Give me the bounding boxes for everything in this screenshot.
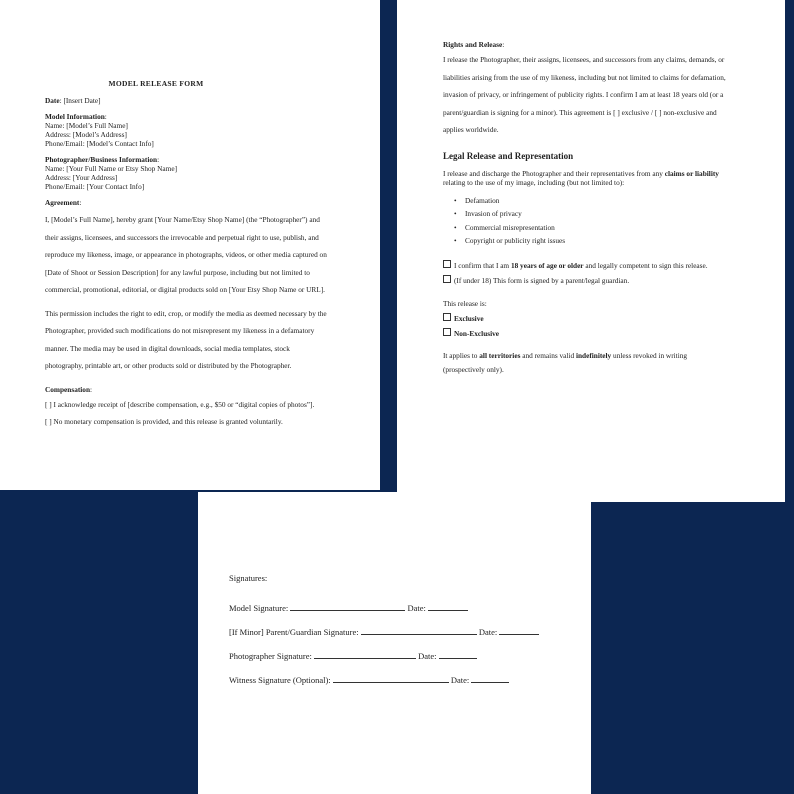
- model-signature-row[interactable]: [229, 602, 569, 614]
- age-confirm-bold: 18 years of age or older: [510, 260, 584, 270]
- checkbox-icon[interactable]: [443, 275, 451, 283]
- photographer-heading: Photographer/Business Information: [45, 155, 158, 164]
- age-confirm-text: I confirm that I am: [454, 260, 511, 270]
- permission-line: Photographer, provided such modifications do not misrepresent my likeness in a defamatory: [45, 326, 315, 335]
- territory-text-2: and remains valid: [520, 350, 576, 360]
- agreement-line: their assigns, licensees, and successors the irrevocable and perpetual right to use, publish, and: [45, 232, 319, 242]
- agreement-line: [Date of Shoot or Session Description] for any lawful purpose, including but not limited to: [45, 267, 310, 277]
- rights-line: invasion of privacy, or infringement of publicity rights. I confirm I am at least 18 years old (or a: [443, 90, 724, 99]
- witness-signature-row[interactable]: [229, 674, 569, 686]
- legal-intro-bold: claims or liability: [664, 168, 719, 178]
- model-address: Address: [Model’s Address]: [45, 130, 127, 139]
- list-item: • Commercial misrepresentation: [465, 221, 743, 235]
- territory-line-2: (prospectively only).: [443, 364, 504, 374]
- territory-text: It applies to: [443, 350, 480, 360]
- guardian-signature-label: [If Minor] Parent/Guardian Signature:: [229, 627, 361, 637]
- checkbox-icon[interactable]: [443, 313, 451, 321]
- exclusive-label: Exclusive: [454, 313, 484, 323]
- date-label: Date:: [448, 675, 472, 685]
- compensation-option: [ ] No monetary compensation is provided, and this release is granted voluntarily.: [45, 417, 283, 426]
- date-value: : [Insert Date]: [59, 96, 101, 105]
- rights-line: parent/guardian is signing for a minor). This agreement is [ ] exclusive / [ ] non-exclusive and: [443, 107, 717, 117]
- rights-line: liabilities arising from the use of my likeness, including but not limited to claims for defamation,: [443, 72, 726, 82]
- rights-line: applies worldwide.: [443, 125, 499, 134]
- age-confirm-checkbox-row[interactable]: [443, 258, 743, 273]
- agreement-line: commercial, promotional, editorial, or digital products sold on [Your Etsy Shop Name or URL].: [45, 285, 325, 294]
- checkbox-icon[interactable]: [443, 328, 451, 336]
- guardian-date-line[interactable]: [499, 627, 539, 635]
- legal-intro-text: I release and discharge the Photographer and their representatives from any: [443, 168, 665, 178]
- photographer-info-block: Photographer/Business Information: Name: [Your Full Name or Etsy Shop Name] Address: [Your Address] Phone/Email: [Your Contact Info]: [45, 155, 337, 191]
- legal-intro-line-2: relating to the use of my image, including (but not limited to):: [443, 178, 625, 187]
- photographer-signature-row[interactable]: [229, 650, 569, 662]
- territory-paragraph: [443, 349, 743, 377]
- photographer-signature-line[interactable]: [314, 651, 416, 659]
- territory-bold: all territories: [479, 350, 521, 360]
- permission-paragraph: [45, 305, 337, 375]
- rights-heading: Rights and Release: [443, 40, 503, 49]
- under18-text: (If under 18) This form is signed by a parent/legal guardian.: [454, 275, 630, 285]
- list-item: • Invasion of privacy: [465, 207, 743, 221]
- model-info-block: Model Information: Name: [Model’s Full Name] Address: [Model’s Address] Phone/Email: [Model’s Contact Info]: [45, 112, 337, 148]
- photographer-signature-label: Photographer Signature:: [229, 651, 314, 661]
- model-signature-line[interactable]: [290, 603, 405, 611]
- signatures-heading: Signatures: [229, 573, 265, 583]
- date-label: Date: [45, 96, 60, 105]
- permission-line: photography, printable art, or other products sold or distributed by the Photographer.: [45, 361, 292, 370]
- witness-date-line[interactable]: [471, 675, 509, 683]
- signatures-section: Signatures: Model Signature: Date: [If Minor] Parent/Guardian Signature: Date: Photographer Signature: Date: Witness Signature (Optional): Date:: [229, 572, 569, 698]
- age-confirm-tail: and legally competent to sign this release.: [583, 260, 708, 270]
- rights-line: I release the Photographer, their assigns, licensees, and successors from any claims, demands, or: [443, 55, 725, 64]
- photographer-date-line[interactable]: [439, 651, 477, 659]
- non-exclusive-label: Non-Exclusive: [454, 328, 499, 338]
- model-contact: Phone/Email: [Model’s Contact Info]: [45, 139, 154, 148]
- model-info-heading: Model Information: [45, 112, 105, 121]
- list-item: • Defamation: [465, 194, 743, 208]
- agreement-line: I, [Model’s Full Name], hereby grant [Your Name/Etsy Shop Name] (the “Photographer”) and: [45, 215, 320, 224]
- model-name: Name: [Model’s Full Name]: [45, 121, 128, 130]
- compensation-option: [ ] I acknowledge receipt of [describe compensation, e.g., $50 or “digital copies of photos”].: [45, 399, 315, 409]
- date-label: Date:: [405, 603, 429, 613]
- model-signature-label: Model Signature:: [229, 603, 291, 613]
- compensation-options: [45, 396, 337, 431]
- photographer-address: Address: [Your Address]: [45, 173, 118, 182]
- agreement-line: reproduce my likeness, image, or appearance in photographs, videos, or other media captured on: [45, 250, 327, 259]
- permission-line: This permission includes the right to edit, crop, or modify the media as deemed necessary by the: [45, 308, 327, 318]
- witness-signature-label: Witness Signature (Optional):: [229, 675, 333, 685]
- page1-body: Date: [Insert Date] Model Information: Name: [Model’s Full Name] Address: [Model’s Address] Phone/Email: [Model’s Contact Info] Photographer/Business Information: Name: [Your Full Name or Etsy Shop Name] Address: [Your Address] Phone/Email: [Your Contact Info] Agreement: I, [Model’s Full Name], hereby grant [Your Name/Etsy Shop Name] (the “Photographer”) and their assigns, licensees, and successors the irrevocable and perpetual right to use, publish, and reproduce my likeness, image, or appearance in photographs, videos, or other media captured on [Date of Shoot or Session Description] for any lawful purpose, including but not limited to commercial, promotional, editorial, or digital products sold on [Your Etsy Shop Name or URL]. This permission includes the right to edit, crop, or modify the media as deemed necessary by the Photographer, provided such modifications do not misrepresent my likeness in a defamatory manner. The media may be used in digital downloads, social media templates, stock photography, printable art, or other products sold or distributed by the Photographer. Compensation: [ ] I acknowledge receipt of [describe compensation, e.g., $50 or “digital copies of photos”]. [ ] No monetary compensation is provided, and this release is granted voluntarily.: [45, 96, 337, 431]
- checkbox-icon[interactable]: [443, 260, 451, 268]
- guardian-signature-line[interactable]: [361, 627, 477, 635]
- release-is-label: This release is:: [443, 298, 487, 308]
- date-line: [45, 96, 337, 105]
- form-title: MODEL RELEASE FORM: [108, 79, 204, 88]
- territory-text-3: unless revoked in writing: [611, 350, 688, 360]
- compensation-heading: Compensation: [45, 384, 91, 394]
- agreement-heading: Agreement: [45, 198, 80, 207]
- date-label: Date:: [415, 651, 439, 661]
- under18-checkbox-row[interactable]: [443, 273, 743, 288]
- model-date-line[interactable]: [428, 603, 468, 611]
- duration-bold: indefinitely: [575, 350, 612, 360]
- date-label: Date:: [476, 627, 500, 637]
- legal-heading: Legal Release and Representation: [443, 150, 574, 161]
- rights-paragraph: [443, 51, 743, 139]
- list-item: • Copyright or publicity right issues: [465, 234, 743, 248]
- photographer-name: Name: [Your Full Name or Etsy Shop Name]: [45, 164, 178, 173]
- photographer-contact: Phone/Email: [Your Contact Info]: [45, 182, 145, 191]
- non-exclusive-checkbox-row[interactable]: [443, 326, 743, 341]
- agreement-paragraph: [45, 211, 337, 299]
- guardian-signature-row[interactable]: [229, 626, 569, 638]
- page2-body: Rights and Release: I release the Photographer, their assigns, licensees, and successors from any claims, demands, or liabilities arising from the use of my likeness, including but not limited to claims for defamation, invasion of privacy, or infringement of publicity rights. I confirm I am at least 18 years old (or a parent/guardian is signing for a minor). This agreement is [ ] exclusive / [ ] non-exclusive and applies worldwide. Legal Release and Representation I release and discharge the Photographer and their representatives from any claims or liability relating to the use of my image, including (but not limited to): • Defamation • Invasion of privacy • Commercial misrepresentation • Copyright or publicity right issues I confirm that I am 18 years of age or older and legally competent to sign this release. (If under 18) This form is signed by a parent/legal guardian. This release is: Exclusive Non-Exclusive It applies to all territories and remains valid indefinitely unless revoked in writing (prospectively only).: [443, 40, 743, 377]
- exclusive-checkbox-row[interactable]: [443, 311, 743, 326]
- liability-list: [443, 194, 743, 248]
- permission-line: manner. The media may be used in digital downloads, social media templates, stock: [45, 343, 290, 353]
- legal-intro: [443, 169, 743, 188]
- witness-signature-line[interactable]: [333, 675, 449, 683]
